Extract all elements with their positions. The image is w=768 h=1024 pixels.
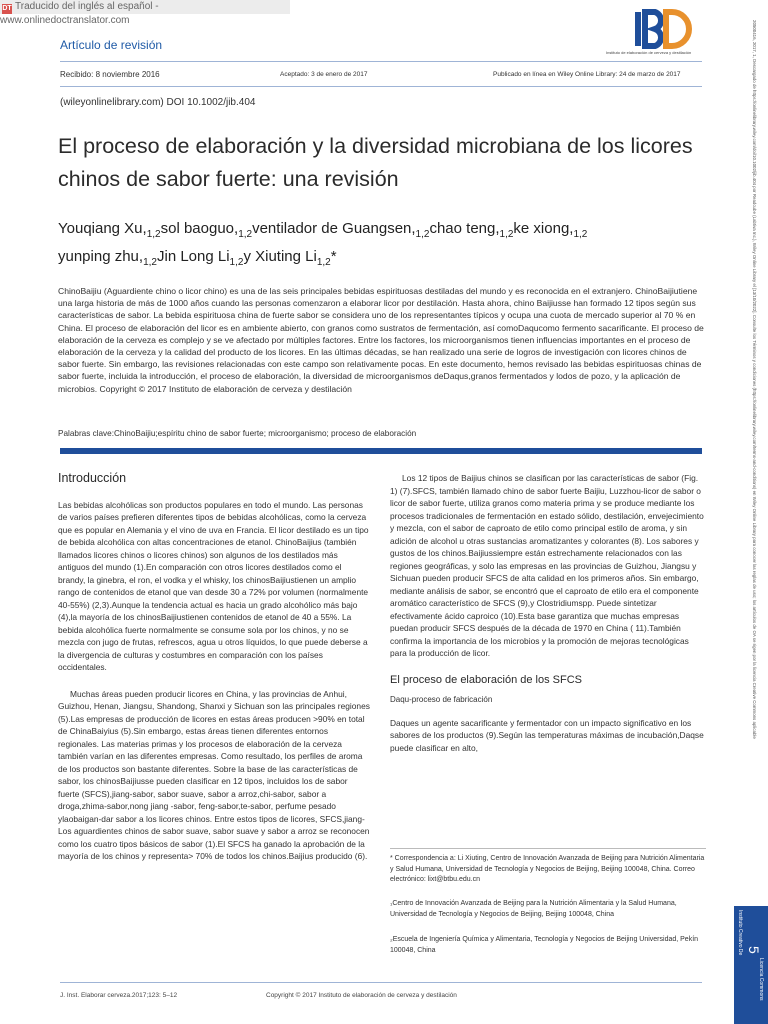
section-heading: El proceso de elaboración de los SFCS	[390, 673, 582, 686]
section-divider	[60, 448, 702, 454]
date-divider	[60, 86, 702, 87]
translator-logo-icon: DT	[2, 5, 12, 12]
translator-banner[interactable]	[0, 0, 290, 26]
footnote-divider	[390, 848, 706, 849]
published-date: Publicado en línea en Wiley Online Library: 24 de marzo de 2017	[493, 71, 681, 78]
author-affiliation: 1,2	[229, 257, 244, 268]
author-name: ke xiong,	[513, 220, 574, 237]
author-affiliation: 1,2	[415, 229, 430, 240]
abstract: ChinoBaijiu (Aguardiente chino o licor chino) es una de las seis principales bebidas espirituosas destiladas del mundo y es reconocida en el extranjero. ChinoBaijiutiene una larga historia de más de 1000 años cuando las personas comenzaron a elaborar licor por destilación. Hasta ahora, chino Baijiusse han formado 12 tipos según sus características de sabor. La bebida espirituosa china de fuerte sabor se considera uno de los representantes típicos y ocupa una cuota de mercado superior al 70 % en China. El proceso de elaboración del licor es en ambiente abierto, con granos como sustratos de fermentación, así comoDaqucomo fermento sacarificante. El proceso de elaboración de la cerveza es complejo y se ve afectado por múltiples factores. Entre los factores, los microorganismos tienen influencias importantes en el proceso de elaboración de la cerveza y la calidad del producto de los licores. En las últimas décadas, se han realizado una serie de logros de investigación con licores chinos de sabor fuerte. Sin embargo, las revisiones relacionadas con este campo son relativamente pocas. En este documento, hemos revisado las bebidas espirituosas chinas de sabor fuerte, incluida la introducción, el proceso de elaboración, la diversidad de microorganismos deDaqus,granos fermentados y lodos de pozo, y la aplicación de microbios. Copyright © 2017 Instituto de elaboración de cerveza y destilación	[58, 286, 704, 394]
subsection-heading: Daqu-proceso de fabricación	[390, 695, 493, 704]
author-affiliation: 1,2	[238, 229, 253, 240]
side-download-text: 20500416, 2017, 1, Descargado de https://onlinelibrary.wiley.com/doi/10.1002/jib.404 por Readcube (Labtiva Inc.), Wiley Online Library el [13/10/2022]. Consulte los Términos y condiciones (https://onlinelibrary.wiley.com/terms-and-conditions) en Wiley Online Library para conocer las reglas de uso; los artículos de OA se rigen por la licencia Creative Commons aplicable	[752, 20, 757, 739]
page-number: 5	[746, 946, 762, 954]
footnote-correspondence: * Correspondencia a: Li Xiuting, Centro de Innovación Avanzada de Beijing para Nutrición Alimentaria y Salud Humana, Universidad de Tecnología y Negocios de Beijing, Beijing 100048, China. Correo electrónico: lixt@btbu.edu.cn	[390, 855, 705, 883]
keywords: Palabras clave:ChinoBaijiu;espíritu chino de sabor fuerte; microorganismo; proceso de elaboración	[58, 429, 417, 438]
section-heading: Introducción	[58, 471, 127, 485]
footnote-affiliation-2: ₂Escuela de Ingeniería Química y Alimentaria, Tecnología y Negocios de Beijing Universidad, Pekín 100048, China	[390, 936, 699, 954]
body-paragraph: Muchas áreas pueden producir licores en China, y las provincias de Anhui, Guizhou, Henan, Jiangsu, Shandong, Shanxi y Sichuan son las principales regiones (5).Las empresas de producción de licores en estas áreas producen >90% en total de ChinaBaiyius (5).Sin embargo, estas áreas tienen diferentes entornos regionales. Las materias primas y los procesos de elaboración de la cerveza también varían en las diferentes empresas. Como resultado, los perfiles de aroma de los productos son bastante diferentes. Sobre la base de las características de sabor, los chinosBaijiusse pueden clasificar en 12 tipos, incluidos los de sabor fuerte (SFCS),jiang-sabor, sabor suave, sabor a arroz,chi-sabor, sabor a droga,zhima-sabor,nong jiang -sabor, feng-sabor,te-sabor, perfume pesado ylaobaigan-dar sabor a los licores chinos. Entre estos tipos de licores, SFCS,jiang-Los aguardientes chinos de sabor suave, sabor suave y sabor a arroz se reconocen como los cuatro tipos básicos de sabor (1).El SFCS ha ganado la aprobación de la mayoría de los chinos y representa> 70% de todos los chinos.Baijius producido (6).	[58, 688, 370, 861]
author-list	[58, 218, 718, 274]
journal-logo	[600, 8, 700, 56]
author-affiliation: 1,2	[573, 229, 588, 240]
corresponding-mark: *	[330, 248, 337, 265]
received-date: Recibido: 8 noviembre 2016	[60, 70, 160, 79]
footer-copyright: Copyright © 2017 Instituto de elaboración de cerveza y destilación	[266, 992, 457, 999]
footer-citation: J. Inst. Elaborar cerveza.2017;123: 5–12	[60, 992, 178, 999]
body-paragraph: Las bebidas alcohólicas son productos populares en todo el mundo. Las personas de varios países prefieren diferentes tipos de bebidas alcohólicas, como la cerveza que es popular en Alemania y el vino de uva en Francia. El licor destilado es un tipo de bebida alcohólica con altas concentraciones de etanol. ChinoBaijius (también llamados licores chinos o licores chinos) son algunos de los destilados más antiguos del mundo (1).En comparación con otros licores destilados como el brandy, la ginebra, el ron, el vodka y el whisky, los chinosBaijiustienen un amplio rango de contenidos de etanol que van desde 30 a 72% por volumen (normalmente 40-55%) (2,3).Aunque la tendencia actual es hacia un grado alcohólico más bajo (4),la mayoría de los chinosBaijiustienen contenidos de etanol de 40 a 55%. La bebida alcohólica fuerte normalmente se consume sola por los chinos, y no se mezcla con jugo de frutas, refrescos, agua u otros líquidos, lo que puede deberse a la divergencia de culturas y costumbres en comparación con los países occidentales.	[58, 499, 369, 672]
side-download-note	[752, 20, 766, 850]
article-title: El proceso de elaboración y la diversidad microbiana de los licores chinos de sabor fuerte: una revisión	[58, 134, 693, 191]
author-name: ventilador de Guangsen,	[252, 220, 416, 237]
body-paragraph: Daques un agente sacarificante y fermentador con un impacto significativo en los sabores de los productos (9).Según las temperaturas máximas de incubación,Daqse puede clasificar en alto,	[390, 717, 704, 753]
footer-divider	[60, 982, 702, 983]
accepted-date: Aceptado: 3 de enero de 2017	[280, 71, 368, 78]
author-affiliation: 1,2	[316, 257, 331, 268]
author-name: sol baoguo,	[160, 220, 239, 237]
left-column	[58, 472, 370, 877]
footnote-affiliation-1: ₁Centro de Innovación Avanzada de Beijing para la Nutrición Alimentaria y la Salud Humana, Universidad de Tecnología y Negocios de Beijing, Beijing 100048, China	[390, 900, 677, 918]
header-divider	[60, 61, 702, 62]
doi-line[interactable]: (wileyonlinelibrary.com) DOI 10.1002/jib.404	[60, 97, 256, 108]
author-name: y Xiuting Li	[243, 248, 317, 265]
author-name: chao teng,	[429, 220, 500, 237]
journal-name: Instituto de elaboración de cerveza y destilación	[606, 50, 692, 55]
author-affiliation: 1,2	[143, 257, 157, 268]
right-column	[390, 472, 706, 768]
author-affiliation: 1,2	[146, 229, 161, 240]
author-name: Jin Long Li	[156, 248, 230, 265]
author-name: Youqiang Xu,	[58, 220, 147, 237]
side-page-tab	[734, 906, 768, 1024]
article-type: Artículo de revisión	[60, 38, 163, 52]
side-tab-bottom-text: Licencia Commons	[758, 958, 764, 1001]
author-name: yunping zhu,	[58, 248, 144, 265]
body-paragraph: Los 12 tipos de Baijius chinos se clasifican por las características de sabor (Fig. 1) (7).SFCS, también llamado chino de sabor fuerte Baijiu, Luzzhou-licor de sabor o licor de sabor fuerte, utiliza granos como materia prima y se produce mediante los procesos tradicionales de fermentación en estado sólido, destilación, envejecimiento y mezcla, con el sabor de caproato de etilo como principal estilo de aroma, y sin adición de alcohol u otras sustancias aromatizantes y colorantes (8). Los sabores y gustos de los chinos.Baijiussiempre están estrechamente relacionados con las regiones geográficas, y solo las empresas en las provincias de Guizhou, Jiangsu y Sichuan pueden producir SFCS de alta calidad en los primeros años. Sin embargo, mediante análisis de sabor, se encontró que el caproato de etilo era el componente aromático característico de SFCS (9),y Clostridiumspp. Puede sintetizar efectivamente ácido caproico (10).Esta base garantiza que muchas empresas puedan producir SFCS después de la década de 1970 en China ( 11).También confirma la importancia de los microbios y la promoción de mejoras tecnológicas para la producción de licor.	[390, 473, 704, 658]
translator-banner-text[interactable]: Traducido del inglés al español - www.onlinedoctranslator.com	[0, 1, 159, 26]
author-affiliation: 1,2	[499, 229, 514, 240]
side-tab-top-text: Instituto Creativo De	[737, 910, 743, 956]
